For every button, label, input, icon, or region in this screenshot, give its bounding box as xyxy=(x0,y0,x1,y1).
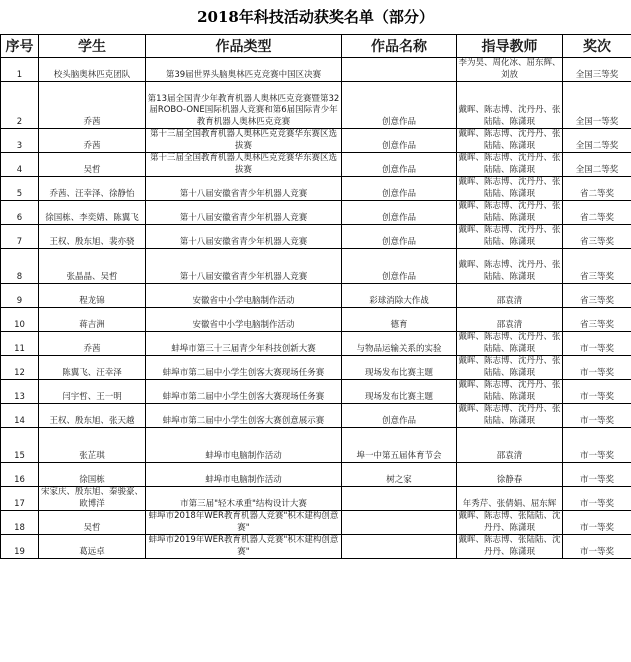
row-award: 全国三等奖 xyxy=(563,58,631,82)
row-work-name xyxy=(342,535,457,559)
row-work-name: 创意作品 xyxy=(342,153,457,177)
row-teacher: 邵袁清 xyxy=(457,428,563,463)
row-work-name: 与物品运输关系的实验 xyxy=(342,332,457,356)
row-teacher: 戴晖、陈志博、张陆陆、沈丹丹、陈潇珉 xyxy=(458,535,561,557)
row-work-type: 蚌埠市第二届中小学生创客大赛现场任务赛 xyxy=(146,356,342,380)
row-award: 市一等奖 xyxy=(563,511,631,535)
table-row xyxy=(1,177,631,201)
row-award: 市一等奖 xyxy=(563,428,631,463)
row-work-name: 创意作品 xyxy=(342,129,457,153)
header-student: 学生 xyxy=(39,35,146,58)
row-index: 19 xyxy=(1,535,39,559)
row-work-type: 第十八届安徽省青少年机器人竞赛 xyxy=(146,225,342,249)
row-work-type: 市第三届"轻木承重"结构设计大赛 xyxy=(146,487,342,511)
header-teacher: 指导教师 xyxy=(457,35,563,58)
row-award: 省三等奖 xyxy=(563,284,631,308)
row-teacher: 戴晖、陈志博、沈丹丹、张陆陆、陈潇珉 xyxy=(458,225,561,247)
row-student: 程龙锦 xyxy=(39,284,146,308)
row-teacher: 戴晖、陈志博、沈丹丹、张陆陆、陈潇珉 xyxy=(458,332,561,354)
row-teacher: 戴晖、陈志博、沈丹丹、张陆陆、陈潇珉 xyxy=(457,249,563,284)
row-work-name: 德育 xyxy=(342,308,457,332)
header-award: 奖次 xyxy=(563,35,631,58)
row-student: 蒋吉洲 xyxy=(39,308,146,332)
row-teacher: 戴晖、陈志博、沈丹丹、张陆陆、陈潇珉 xyxy=(458,404,561,426)
table-row xyxy=(1,308,631,332)
table-row xyxy=(1,249,631,284)
row-work-type: 蚌埠市2018年WER教育机器人竞赛"积木建构创意赛" xyxy=(146,511,342,535)
row-work-name: 创意作品 xyxy=(342,201,457,225)
row-index: 17 xyxy=(1,487,39,511)
row-teacher: 戴晖、陈志博、沈丹丹、张陆陆、陈潇珉 xyxy=(458,201,561,223)
row-teacher: 戴晖、陈志博、沈丹丹、张陆陆、陈潇珉 xyxy=(458,356,561,378)
row-award: 市一等奖 xyxy=(563,487,631,511)
row-student: 王权、殷东旭、张天越 xyxy=(39,404,146,428)
row-index: 8 xyxy=(1,249,39,284)
row-index: 5 xyxy=(1,177,39,201)
table-row xyxy=(1,284,631,308)
row-student: 王权、殷东旭、裴亦骁 xyxy=(39,225,146,249)
table-row xyxy=(1,82,631,129)
row-teacher: 戴晖、陈志博、沈丹丹、张陆陆、陈潇珉 xyxy=(457,82,563,129)
row-index: 1 xyxy=(1,58,39,82)
header-work-type: 作品类型 xyxy=(146,35,342,58)
header-index: 序号 xyxy=(1,35,39,58)
row-award: 省二等奖 xyxy=(563,177,631,201)
row-award: 省三等奖 xyxy=(563,225,631,249)
table-row xyxy=(1,356,631,380)
row-teacher: 戴晖、陈志博、沈丹丹、张陆陆、陈潇珉 xyxy=(458,153,561,175)
table-row xyxy=(1,428,631,463)
award-table xyxy=(0,34,631,559)
table-row xyxy=(1,535,631,559)
row-teacher: 年秀芹、张倩娟、屈东辉 xyxy=(457,487,563,511)
row-student: 乔茜 xyxy=(39,129,146,153)
row-teacher: 戴晖、陈志博、沈丹丹、张陆陆、陈潇珉 xyxy=(458,380,561,402)
row-work-type: 蚌埠市第二届中小学生创客大赛现场任务赛 xyxy=(146,380,342,404)
row-award: 全国二等奖 xyxy=(563,153,631,177)
table-row xyxy=(1,332,631,356)
row-work-type: 安徽省中小学电脑制作活动 xyxy=(146,284,342,308)
row-work-name: 创意作品 xyxy=(342,225,457,249)
row-teacher: 戴晖、陈志博、沈丹丹、张陆陆、陈潇珉 xyxy=(458,129,561,151)
row-index: 14 xyxy=(1,404,39,428)
row-index: 11 xyxy=(1,332,39,356)
row-work-name: 彩球消除大作战 xyxy=(342,284,457,308)
row-award: 市一等奖 xyxy=(563,463,631,487)
row-student: 陈翼飞、汪幸泽 xyxy=(39,356,146,380)
table-row xyxy=(1,511,631,535)
row-index: 4 xyxy=(1,153,39,177)
row-index: 6 xyxy=(1,201,39,225)
row-award: 市一等奖 xyxy=(563,380,631,404)
row-work-type: 蚌埠市2019年WER教育机器人竞赛"积木建构创意赛" xyxy=(146,535,342,559)
row-work-type: 蚌埠市第三十三届青少年科技创新大赛 xyxy=(146,332,342,356)
header-work-name: 作品名称 xyxy=(342,35,457,58)
row-work-name: 树之家 xyxy=(342,463,457,487)
row-index: 9 xyxy=(1,284,39,308)
row-index: 2 xyxy=(1,82,39,129)
row-award: 省三等奖 xyxy=(563,308,631,332)
row-student: 张芷琪 xyxy=(39,428,146,463)
row-work-name: 创意作品 xyxy=(342,177,457,201)
row-award: 市一等奖 xyxy=(563,332,631,356)
row-student: 闫宇哲、王一明 xyxy=(39,380,146,404)
row-work-type: 蚌埠市第二届中小学生创客大赛创意展示赛 xyxy=(146,404,342,428)
row-student: 徐国栋 xyxy=(39,463,146,487)
row-work-type: 第十三届全国教育机器人奥林匹克竞赛华东赛区选拔赛 xyxy=(146,153,342,177)
table-row xyxy=(1,487,631,511)
row-work-name: 创意作品 xyxy=(342,404,457,428)
row-index: 15 xyxy=(1,428,39,463)
row-student: 吴哲 xyxy=(39,511,146,535)
row-award: 市一等奖 xyxy=(563,404,631,428)
row-work-type: 第十八届安徽省青少年机器人竞赛 xyxy=(146,177,342,201)
row-work-name: 埠一中第五届体育节会 xyxy=(342,428,457,463)
row-student: 张晶晶、吴哲 xyxy=(39,249,146,284)
row-index: 18 xyxy=(1,511,39,535)
row-work-type: 蚌埠市电脑制作活动 xyxy=(146,463,342,487)
row-student: 乔茜 xyxy=(39,82,146,129)
row-index: 7 xyxy=(1,225,39,249)
row-work-name xyxy=(342,487,457,511)
row-award: 省三等奖 xyxy=(563,249,631,284)
table-row xyxy=(1,380,631,404)
page-title: 2018年科技活动获奖名单（部分） xyxy=(197,8,434,26)
row-index: 10 xyxy=(1,308,39,332)
row-work-type: 第39届世界头脑奥林匹克竞赛中国区决赛 xyxy=(146,58,342,82)
table-row xyxy=(1,404,631,428)
row-student: 吴哲 xyxy=(39,153,146,177)
row-teacher: 戴晖、陈志博、张陆陆、沈丹丹、陈潇珉 xyxy=(458,511,561,533)
header-row xyxy=(1,35,631,58)
table-row xyxy=(1,201,631,225)
row-index: 3 xyxy=(1,129,39,153)
row-student: 葛远卓 xyxy=(39,535,146,559)
table-row xyxy=(1,58,631,82)
row-work-type: 安徽省中小学电脑制作活动 xyxy=(146,308,342,332)
row-work-name: 创意作品 xyxy=(342,249,457,284)
row-work-type: 第十八届安徽省青少年机器人竞赛 xyxy=(146,201,342,225)
row-teacher: 邵袁清 xyxy=(457,284,563,308)
row-work-name: 现场发布比赛主题 xyxy=(342,380,457,404)
row-work-type: 蚌埠市电脑制作活动 xyxy=(146,428,342,463)
row-work-name: 创意作品 xyxy=(342,82,457,129)
row-index: 13 xyxy=(1,380,39,404)
row-teacher: 戴晖、陈志博、沈丹丹、张陆陆、陈潇珉 xyxy=(458,177,561,199)
row-award: 市一等奖 xyxy=(563,535,631,559)
row-award: 省二等奖 xyxy=(563,201,631,225)
row-award: 市一等奖 xyxy=(563,356,631,380)
table-row xyxy=(1,153,631,177)
row-index: 12 xyxy=(1,356,39,380)
row-teacher: 徐静春 xyxy=(457,463,563,487)
row-teacher: 李为昊、周化冰、屈东辉、刘放 xyxy=(458,58,561,80)
row-index: 16 xyxy=(1,463,39,487)
row-award: 全国二等奖 xyxy=(563,129,631,153)
row-work-type: 第13届全国青少年教育机器人奥林匹克竞赛暨第32届ROBO-ONE国际机器人竞赛和第6届国际青少年教育机器人奥林匹克竞赛 xyxy=(146,82,342,129)
row-work-name xyxy=(342,58,457,82)
row-student: 徐国栋、李奕婧、陈翼飞 xyxy=(39,201,146,225)
table-row xyxy=(1,463,631,487)
row-work-name xyxy=(342,511,457,535)
row-student: 乔茜 xyxy=(39,332,146,356)
row-award: 全国一等奖 xyxy=(563,82,631,129)
row-student: 乔茜、汪幸泽、徐静怡 xyxy=(39,177,146,201)
row-student: 宋家庆、殷东旭、秦骏豪、欧博洋 xyxy=(39,487,146,511)
row-work-type: 第十八届安徽省青少年机器人竞赛 xyxy=(146,249,342,284)
table-row xyxy=(1,129,631,153)
table-row xyxy=(1,225,631,249)
row-teacher: 邵袁清 xyxy=(457,308,563,332)
row-work-name: 现场发布比赛主题 xyxy=(342,356,457,380)
row-work-type: 第十三届全国教育机器人奥林匹克竞赛华东赛区选拔赛 xyxy=(146,129,342,153)
row-student: 校头脑奥林匹克团队 xyxy=(39,58,146,82)
